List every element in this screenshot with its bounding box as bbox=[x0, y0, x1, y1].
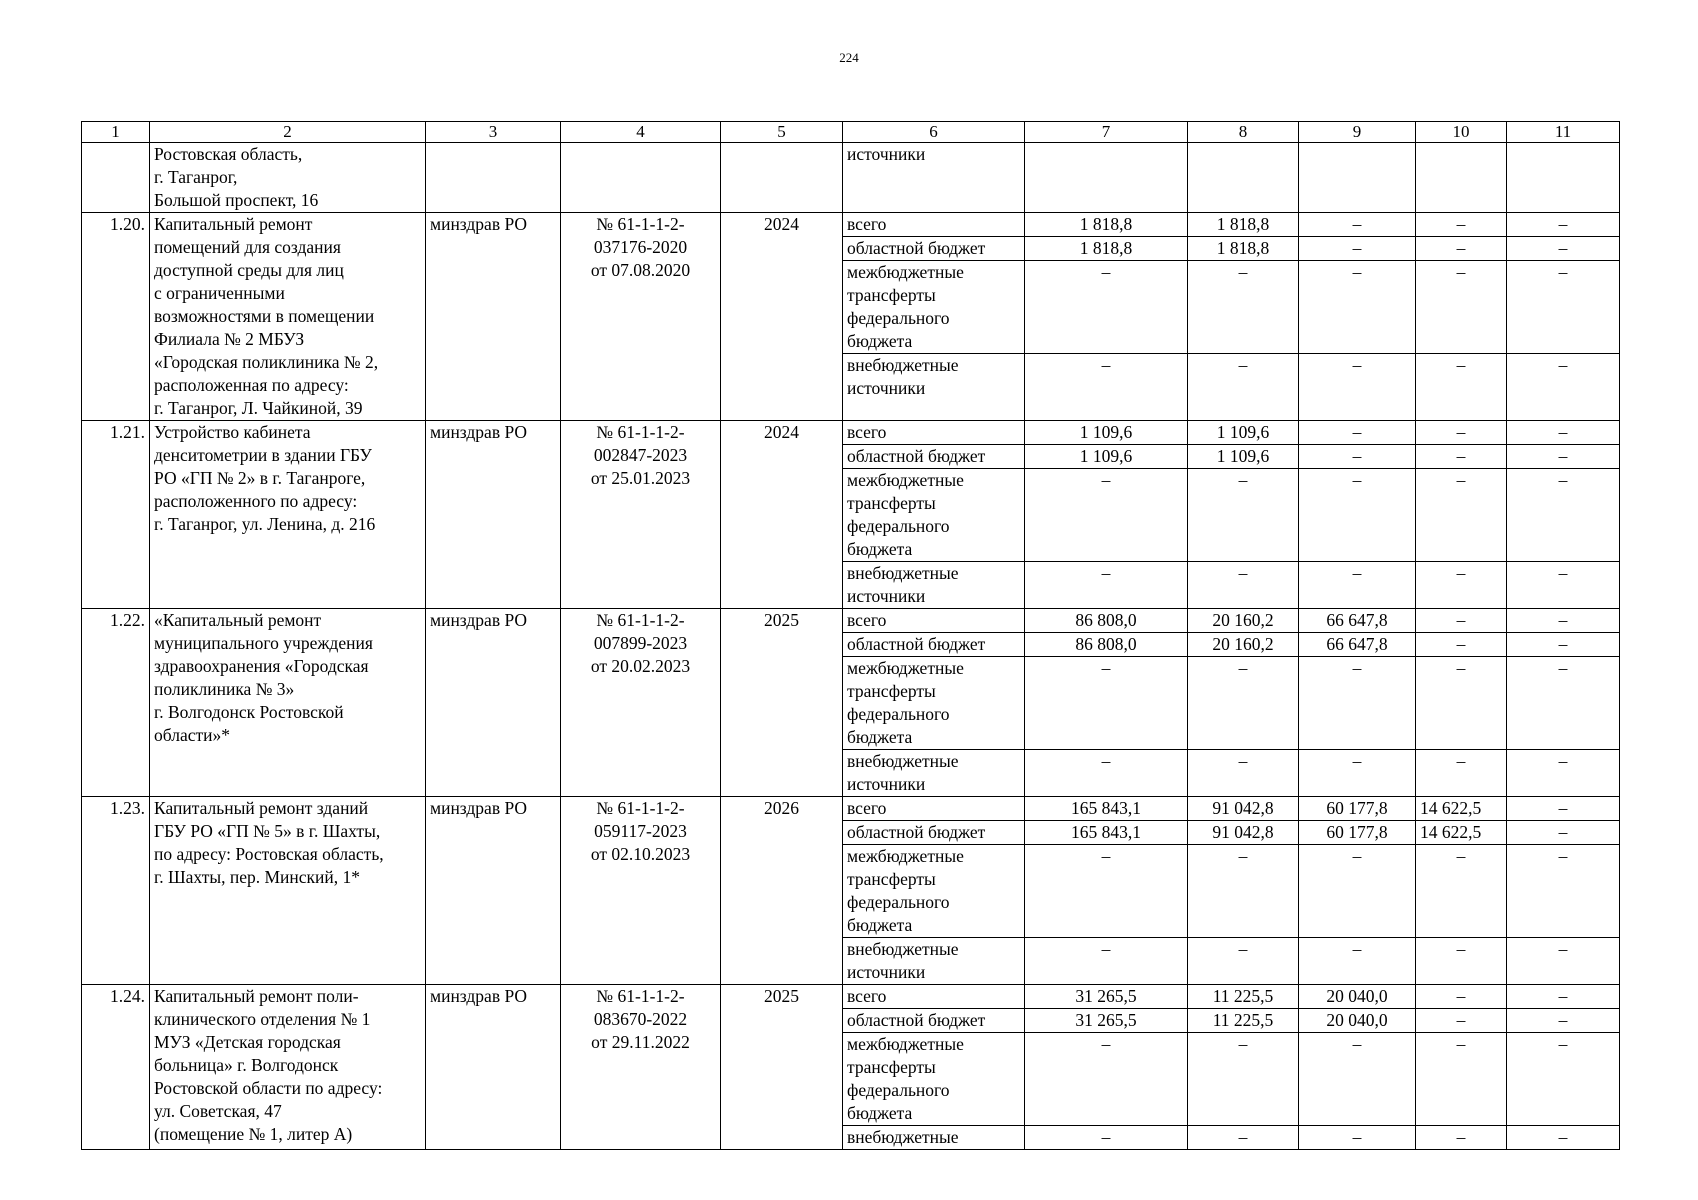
text-line: трансферты bbox=[847, 681, 936, 701]
text-line: 037176-2020 bbox=[593, 237, 688, 257]
text-line: трансферты bbox=[847, 1057, 936, 1077]
amount-cell: – bbox=[1507, 938, 1620, 985]
column-header: 3 bbox=[426, 122, 561, 143]
text-line: источники bbox=[847, 378, 926, 398]
amount-cell: – bbox=[1507, 797, 1620, 821]
text-line: бюджета bbox=[847, 539, 913, 559]
text-line: трансферты bbox=[847, 285, 936, 305]
executor-cell: минздрав РО bbox=[426, 213, 561, 421]
amount-cell: 20 040,0 bbox=[1299, 985, 1416, 1009]
amount-cell: – bbox=[1416, 845, 1507, 938]
executor-cell: минздрав РО bbox=[426, 985, 561, 1150]
text-line: клинического отделения № 1 bbox=[154, 1009, 371, 1029]
amount-cell: – bbox=[1025, 354, 1188, 421]
amount-cell: 31 265,5 bbox=[1025, 985, 1188, 1009]
amount-cell: – bbox=[1507, 985, 1620, 1009]
text-line: МУЗ «Детская городская bbox=[154, 1032, 341, 1052]
amount-cell bbox=[1188, 143, 1299, 213]
text-line: Устройство кабинета bbox=[154, 422, 311, 442]
amount-cell: – bbox=[1507, 821, 1620, 845]
amount-cell: – bbox=[1507, 657, 1620, 750]
text-line: № 61-1-1-2- bbox=[596, 422, 685, 442]
source-label-cell: всего bbox=[843, 609, 1025, 633]
amount-cell: – bbox=[1416, 633, 1507, 657]
year-cell: 2024 bbox=[721, 421, 843, 609]
amount-cell: 1 109,6 bbox=[1025, 445, 1188, 469]
text-line: межбюджетные bbox=[847, 470, 964, 490]
amount-cell: – bbox=[1299, 562, 1416, 609]
document-cell bbox=[561, 797, 721, 985]
amount-cell: – bbox=[1188, 1033, 1299, 1126]
amount-cell: 20 040,0 bbox=[1299, 1009, 1416, 1033]
amount-cell bbox=[1507, 143, 1620, 213]
description-line: г. Таганрог, bbox=[154, 167, 238, 187]
text-line: больница» г. Волгодонск bbox=[154, 1055, 339, 1075]
source-label-cell: всего bbox=[843, 421, 1025, 445]
text-line: Ростовской области по адресу: bbox=[154, 1078, 383, 1098]
text-line: межбюджетные bbox=[847, 846, 964, 866]
amount-cell: – bbox=[1416, 261, 1507, 354]
text-line: бюджета bbox=[847, 915, 913, 935]
amount-cell: – bbox=[1507, 237, 1620, 261]
amount-cell: – bbox=[1416, 750, 1507, 797]
project-row bbox=[82, 985, 1620, 1009]
text-line: источники bbox=[847, 962, 926, 982]
amount-cell: 165 843,1 bbox=[1025, 797, 1188, 821]
amount-cell: – bbox=[1507, 354, 1620, 421]
text-line: ГБУ РО «ГП № 5» в г. Шахты, bbox=[154, 821, 381, 841]
amount-cell: 1 109,6 bbox=[1025, 421, 1188, 445]
amount-cell: – bbox=[1025, 1126, 1188, 1150]
item-number-cell: 1.23. bbox=[82, 797, 150, 985]
description-line: Ростовская область, bbox=[154, 144, 303, 164]
text-line: Капитальный ремонт bbox=[154, 214, 313, 234]
text-line: № 61-1-1-2- bbox=[596, 214, 685, 234]
column-header: 1 bbox=[82, 122, 150, 143]
item-number-cell: 1.20. bbox=[82, 213, 150, 421]
source-label-cell bbox=[843, 562, 1025, 609]
amount-cell: – bbox=[1299, 237, 1416, 261]
text-line: «Городская поликлиника № 2, bbox=[154, 352, 379, 372]
text-line: № 61-1-1-2- bbox=[596, 986, 685, 1006]
amount-cell: 91 042,8 bbox=[1188, 821, 1299, 845]
amount-cell: – bbox=[1025, 938, 1188, 985]
amount-cell: – bbox=[1188, 469, 1299, 562]
column-header: 9 bbox=[1299, 122, 1416, 143]
amount-cell: – bbox=[1416, 354, 1507, 421]
text-line: от 02.10.2023 bbox=[590, 844, 691, 864]
column-header: 11 bbox=[1507, 122, 1620, 143]
amount-cell: – bbox=[1507, 261, 1620, 354]
amount-cell: – bbox=[1299, 1126, 1416, 1150]
amount-cell: – bbox=[1507, 562, 1620, 609]
project-row bbox=[82, 213, 1620, 237]
amount-cell: – bbox=[1025, 562, 1188, 609]
text-line: Капитальный ремонт поли- bbox=[154, 986, 359, 1006]
text-line: источники bbox=[847, 586, 926, 606]
text-line: внебюджетные bbox=[847, 355, 959, 375]
executor-cell: минздрав РО bbox=[426, 609, 561, 797]
year-cell: 2025 bbox=[721, 985, 843, 1150]
item-number-cell: 1.22. bbox=[82, 609, 150, 797]
document-cell bbox=[561, 985, 721, 1150]
source-label-cell bbox=[843, 938, 1025, 985]
source-label-cell: всего bbox=[843, 985, 1025, 1009]
text-line: возможностями в помещении bbox=[154, 306, 375, 326]
source-label-cell bbox=[843, 354, 1025, 421]
source-label-cell: областной бюджет bbox=[843, 1009, 1025, 1033]
text-line: от 20.02.2023 bbox=[590, 656, 691, 676]
text-line: трансферты bbox=[847, 869, 936, 889]
source-label-cell: областной бюджет bbox=[843, 237, 1025, 261]
text-line: доступной среды для лиц bbox=[154, 260, 344, 280]
amount-cell: – bbox=[1299, 1033, 1416, 1126]
text-line: межбюджетные bbox=[847, 1034, 964, 1054]
text-line: поликлиника № 3» bbox=[154, 679, 295, 699]
text-line: внебюджетные bbox=[847, 751, 959, 771]
amount-cell: – bbox=[1188, 938, 1299, 985]
text-line: внебюджетные bbox=[847, 939, 959, 959]
object-description-cell bbox=[150, 213, 426, 421]
amount-cell: – bbox=[1299, 354, 1416, 421]
amount-cell: 11 225,5 bbox=[1188, 1009, 1299, 1033]
text-line: 059117-2023 bbox=[594, 821, 687, 841]
year-cell: 2025 bbox=[721, 609, 843, 797]
object-description-cell bbox=[150, 797, 426, 985]
amount-cell: 20 160,2 bbox=[1188, 633, 1299, 657]
amount-cell: – bbox=[1416, 237, 1507, 261]
project-row bbox=[82, 797, 1620, 821]
document-cell bbox=[561, 213, 721, 421]
amount-cell: – bbox=[1025, 845, 1188, 938]
column-header: 10 bbox=[1416, 122, 1507, 143]
text-line: расположенного по адресу: bbox=[154, 491, 358, 511]
column-header: 5 bbox=[721, 122, 843, 143]
text-line: межбюджетные bbox=[847, 262, 964, 282]
financing-table bbox=[81, 121, 1620, 1150]
amount-cell: – bbox=[1416, 562, 1507, 609]
amount-cell: – bbox=[1188, 1126, 1299, 1150]
executor-cell: минздрав РО bbox=[426, 797, 561, 985]
text-line: расположенная по адресу: bbox=[154, 375, 349, 395]
executor-cell: минздрав РО bbox=[426, 421, 561, 609]
text-line: муниципального учреждения bbox=[154, 633, 373, 653]
object-description-cell bbox=[150, 609, 426, 797]
amount-cell: – bbox=[1299, 261, 1416, 354]
source-label-cell: областной бюджет bbox=[843, 821, 1025, 845]
amount-cell: 66 647,8 bbox=[1299, 609, 1416, 633]
text-line: РО «ГП № 2» в г. Таганроге, bbox=[154, 468, 366, 488]
amount-cell: – bbox=[1188, 562, 1299, 609]
text-line: Капитальный ремонт зданий bbox=[154, 798, 369, 818]
text-line: от 25.01.2023 bbox=[590, 468, 691, 488]
text-line: Филиала № 2 МБУЗ bbox=[154, 329, 305, 349]
item-number-cell bbox=[82, 143, 150, 213]
project-row bbox=[82, 609, 1620, 633]
column-header: 8 bbox=[1188, 122, 1299, 143]
column-header: 2 bbox=[150, 122, 426, 143]
amount-cell: – bbox=[1507, 750, 1620, 797]
text-line: бюджета bbox=[847, 727, 913, 747]
amount-cell: – bbox=[1507, 445, 1620, 469]
column-header: 6 bbox=[843, 122, 1025, 143]
year-cell: 2024 bbox=[721, 213, 843, 421]
amount-cell: – bbox=[1507, 609, 1620, 633]
amount-cell: – bbox=[1299, 938, 1416, 985]
amount-cell: 60 177,8 bbox=[1299, 797, 1416, 821]
amount-cell: 1 818,8 bbox=[1188, 237, 1299, 261]
amount-cell: – bbox=[1416, 469, 1507, 562]
text-line: денситометрии в здании ГБУ bbox=[154, 445, 372, 465]
description-line: Большой проспект, 16 bbox=[154, 190, 319, 210]
text-line: «Капитальный ремонт bbox=[154, 610, 322, 630]
amount-cell: – bbox=[1025, 657, 1188, 750]
source-label-cell: источники bbox=[843, 143, 1025, 213]
amount-cell: 31 265,5 bbox=[1025, 1009, 1188, 1033]
source-label-cell bbox=[843, 261, 1025, 354]
amount-cell: 14 622,5 bbox=[1416, 797, 1507, 821]
amount-cell: – bbox=[1507, 421, 1620, 445]
text-line: источники bbox=[847, 774, 926, 794]
amount-cell: 86 808,0 bbox=[1025, 633, 1188, 657]
text-line: (помещение № 1, литер А) bbox=[154, 1124, 353, 1144]
amount-cell: – bbox=[1188, 261, 1299, 354]
year-cell: 2026 bbox=[721, 797, 843, 985]
object-description-cell bbox=[150, 421, 426, 609]
text-line: 002847-2023 bbox=[593, 445, 688, 465]
text-line: 007899-2023 bbox=[593, 633, 688, 653]
amount-cell: – bbox=[1416, 1126, 1507, 1150]
text-line: здравоохранения «Городская bbox=[154, 656, 369, 676]
continuation-row bbox=[82, 143, 1620, 213]
text-line: трансферты bbox=[847, 493, 936, 513]
amount-cell: – bbox=[1416, 985, 1507, 1009]
source-label-cell bbox=[843, 1126, 1025, 1150]
amount-cell: 1 109,6 bbox=[1188, 421, 1299, 445]
text-line: помещений для создания bbox=[154, 237, 341, 257]
amount-cell: – bbox=[1416, 938, 1507, 985]
amount-cell: – bbox=[1299, 469, 1416, 562]
amount-cell: – bbox=[1507, 1009, 1620, 1033]
text-line: внебюджетные bbox=[847, 563, 959, 583]
year-cell bbox=[721, 143, 843, 213]
amount-cell bbox=[1299, 143, 1416, 213]
page-number: 224 bbox=[839, 50, 859, 65]
object-description-cell bbox=[150, 985, 426, 1150]
text-line: межбюджетные bbox=[847, 658, 964, 678]
text-line: бюджета bbox=[847, 331, 913, 351]
amount-cell: – bbox=[1188, 750, 1299, 797]
text-line: федерального bbox=[847, 892, 950, 912]
text-line: ул. Советская, 47 bbox=[154, 1101, 282, 1121]
amount-cell: – bbox=[1299, 445, 1416, 469]
source-label-cell bbox=[843, 1033, 1025, 1126]
source-label-cell: областной бюджет bbox=[843, 633, 1025, 657]
amount-cell: – bbox=[1416, 213, 1507, 237]
text-line: г. Таганрог, ул. Ленина, д. 216 bbox=[154, 514, 376, 534]
amount-cell: 60 177,8 bbox=[1299, 821, 1416, 845]
text-line: № 61-1-1-2- bbox=[596, 610, 685, 630]
amount-cell: 91 042,8 bbox=[1188, 797, 1299, 821]
source-label-cell: областной бюджет bbox=[843, 445, 1025, 469]
amount-cell: – bbox=[1025, 1033, 1188, 1126]
column-header: 4 bbox=[561, 122, 721, 143]
source-label-cell: всего bbox=[843, 213, 1025, 237]
amount-cell: – bbox=[1416, 1009, 1507, 1033]
text-line: области»* bbox=[154, 725, 230, 745]
text-line: федерального bbox=[847, 704, 950, 724]
source-label-cell bbox=[843, 750, 1025, 797]
amount-cell: – bbox=[1299, 845, 1416, 938]
amount-cell: – bbox=[1025, 750, 1188, 797]
amount-cell: – bbox=[1507, 1033, 1620, 1126]
document-cell bbox=[561, 421, 721, 609]
amount-cell: – bbox=[1507, 1126, 1620, 1150]
document-cell bbox=[561, 143, 721, 213]
amount-cell: 11 225,5 bbox=[1188, 985, 1299, 1009]
amount-cell: – bbox=[1416, 445, 1507, 469]
amount-cell: 20 160,2 bbox=[1188, 609, 1299, 633]
text-line: № 61-1-1-2- bbox=[596, 798, 685, 818]
amount-cell: 66 647,8 bbox=[1299, 633, 1416, 657]
column-header: 7 bbox=[1025, 122, 1188, 143]
amount-cell: 1 818,8 bbox=[1025, 213, 1188, 237]
text-line: федерального bbox=[847, 1080, 950, 1100]
table-body bbox=[82, 122, 1620, 1150]
amount-cell: 1 109,6 bbox=[1188, 445, 1299, 469]
project-row bbox=[82, 421, 1620, 445]
amount-cell: – bbox=[1416, 657, 1507, 750]
source-label-cell: всего bbox=[843, 797, 1025, 821]
text-line: внебюджетные bbox=[847, 1127, 959, 1147]
text-line: федерального bbox=[847, 308, 950, 328]
amount-cell bbox=[1025, 143, 1188, 213]
text-line: по адресу: Ростовская область, bbox=[154, 844, 384, 864]
amount-cell: – bbox=[1299, 213, 1416, 237]
source-label-cell bbox=[843, 469, 1025, 562]
source-label-cell bbox=[843, 845, 1025, 938]
amount-cell: 86 808,0 bbox=[1025, 609, 1188, 633]
amount-cell: 1 818,8 bbox=[1188, 213, 1299, 237]
text-line: федерального bbox=[847, 516, 950, 536]
item-number-cell: 1.24. bbox=[82, 985, 150, 1150]
item-number-cell: 1.21. bbox=[82, 421, 150, 609]
text-line: бюджета bbox=[847, 1103, 913, 1123]
amount-cell: – bbox=[1299, 657, 1416, 750]
text-line: 083670-2022 bbox=[593, 1009, 688, 1029]
amount-cell: – bbox=[1188, 845, 1299, 938]
amount-cell: 14 622,5 bbox=[1416, 821, 1507, 845]
amount-cell: – bbox=[1416, 1033, 1507, 1126]
amount-cell: – bbox=[1188, 657, 1299, 750]
amount-cell: – bbox=[1025, 469, 1188, 562]
text-line: г. Таганрог, Л. Чайкиной, 39 bbox=[154, 398, 363, 418]
text-line: г. Волгодонск Ростовской bbox=[154, 702, 344, 722]
document-cell bbox=[561, 609, 721, 797]
amount-cell: 1 818,8 bbox=[1025, 237, 1188, 261]
text-line: от 29.11.2022 bbox=[591, 1032, 690, 1052]
amount-cell: – bbox=[1299, 421, 1416, 445]
amount-cell: – bbox=[1416, 609, 1507, 633]
amount-cell: – bbox=[1025, 261, 1188, 354]
amount-cell: – bbox=[1507, 469, 1620, 562]
amount-cell: 165 843,1 bbox=[1025, 821, 1188, 845]
amount-cell: – bbox=[1416, 421, 1507, 445]
executor-cell bbox=[426, 143, 561, 213]
column-number-header-row bbox=[82, 122, 1620, 143]
amount-cell: – bbox=[1507, 845, 1620, 938]
amount-cell bbox=[1416, 143, 1507, 213]
text-line: от 07.08.2020 bbox=[590, 260, 691, 280]
amount-cell: – bbox=[1507, 633, 1620, 657]
text-line: с ограниченными bbox=[154, 283, 285, 303]
source-label-cell bbox=[843, 657, 1025, 750]
amount-cell: – bbox=[1299, 750, 1416, 797]
text-line: г. Шахты, пер. Минский, 1* bbox=[154, 867, 361, 887]
amount-cell: – bbox=[1507, 213, 1620, 237]
amount-cell: – bbox=[1188, 354, 1299, 421]
object-description-cell bbox=[150, 143, 426, 213]
